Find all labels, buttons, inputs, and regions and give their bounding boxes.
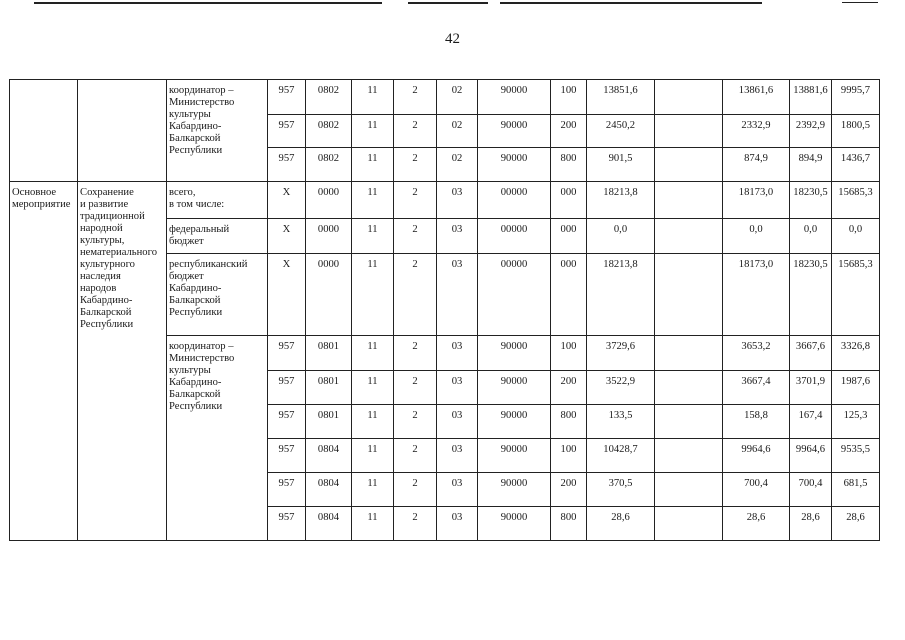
cs-direction-cell: 90000 bbox=[478, 336, 551, 371]
grbs-cell: 957 bbox=[268, 115, 306, 148]
status-cell bbox=[10, 80, 78, 182]
source-cell: координатор – Министерство культуры Кабардино- Балкарской Республики bbox=[167, 336, 268, 541]
cs-direction-cell: 90000 bbox=[478, 439, 551, 473]
year-3-cell: 0,0 bbox=[790, 219, 832, 254]
cs-subprogram-cell: 2 bbox=[394, 182, 437, 219]
source-cell: координатор – Министерство культуры Кабардино- Балкарской Республики bbox=[167, 80, 268, 182]
cs-program-cell: 11 bbox=[352, 80, 394, 115]
year-3-cell: 3701,9 bbox=[790, 371, 832, 405]
source-cell: федеральный бюджет bbox=[167, 219, 268, 254]
vr-cell: 800 bbox=[551, 507, 587, 541]
cs-direction-cell: 90000 bbox=[478, 371, 551, 405]
grbs-cell: 957 bbox=[268, 148, 306, 182]
year-3-cell: 3667,6 bbox=[790, 336, 832, 371]
cs-direction-cell: 90000 bbox=[478, 405, 551, 439]
cs-event-cell: 03 bbox=[437, 405, 478, 439]
grbs-cell: X bbox=[268, 182, 306, 219]
empty-cell bbox=[655, 336, 723, 371]
year-1-cell: 10428,7 bbox=[587, 439, 655, 473]
year-3-cell: 13881,6 bbox=[790, 80, 832, 115]
cs-subprogram-cell: 2 bbox=[394, 148, 437, 182]
cs-program-cell: 11 bbox=[352, 148, 394, 182]
cs-subprogram-cell: 2 bbox=[394, 115, 437, 148]
empty-cell bbox=[655, 80, 723, 115]
cs-event-cell: 03 bbox=[437, 507, 478, 541]
cs-subprogram-cell: 2 bbox=[394, 405, 437, 439]
year-2-cell: 700,4 bbox=[723, 473, 790, 507]
year-1-cell: 370,5 bbox=[587, 473, 655, 507]
table-row bbox=[10, 80, 880, 115]
cs-program-cell: 11 bbox=[352, 219, 394, 254]
empty-cell bbox=[655, 507, 723, 541]
rz-cell: 0802 bbox=[306, 80, 352, 115]
grbs-cell: 957 bbox=[268, 439, 306, 473]
rz-cell: 0000 bbox=[306, 219, 352, 254]
cs-event-cell: 03 bbox=[437, 182, 478, 219]
year-3-cell: 18230,5 bbox=[790, 254, 832, 336]
cs-program-cell: 11 bbox=[352, 371, 394, 405]
cs-subprogram-cell: 2 bbox=[394, 336, 437, 371]
rz-cell: 0801 bbox=[306, 371, 352, 405]
rz-cell: 0804 bbox=[306, 507, 352, 541]
year-4-cell: 125,3 bbox=[832, 405, 880, 439]
header-rule-center bbox=[408, 2, 488, 4]
year-2-cell: 3667,4 bbox=[723, 371, 790, 405]
year-2-cell: 9964,6 bbox=[723, 439, 790, 473]
year-4-cell: 681,5 bbox=[832, 473, 880, 507]
year-2-cell: 158,8 bbox=[723, 405, 790, 439]
cs-direction-cell: 00000 bbox=[478, 254, 551, 336]
cs-direction-cell: 90000 bbox=[478, 115, 551, 148]
year-4-cell: 9995,7 bbox=[832, 80, 880, 115]
year-2-cell: 2332,9 bbox=[723, 115, 790, 148]
empty-cell bbox=[655, 439, 723, 473]
year-4-cell: 28,6 bbox=[832, 507, 880, 541]
event-name-cell: Сохранение и развитие традиционной народной культуры, нематериального культурного наследия народов Кабардино- Балкарской Республики bbox=[78, 182, 167, 541]
year-1-cell: 3522,9 bbox=[587, 371, 655, 405]
year-3-cell: 28,6 bbox=[790, 507, 832, 541]
grbs-cell: 957 bbox=[268, 473, 306, 507]
rz-cell: 0801 bbox=[306, 336, 352, 371]
empty-cell bbox=[655, 405, 723, 439]
rz-cell: 0802 bbox=[306, 115, 352, 148]
cs-program-cell: 11 bbox=[352, 507, 394, 541]
year-2-cell: 18173,0 bbox=[723, 254, 790, 336]
year-1-cell: 18213,8 bbox=[587, 182, 655, 219]
header-rule-left bbox=[34, 2, 382, 4]
year-1-cell: 133,5 bbox=[587, 405, 655, 439]
cs-event-cell: 03 bbox=[437, 439, 478, 473]
year-4-cell: 1987,6 bbox=[832, 371, 880, 405]
grbs-cell: 957 bbox=[268, 405, 306, 439]
empty-cell bbox=[655, 182, 723, 219]
vr-cell: 800 bbox=[551, 148, 587, 182]
page-number: 42 bbox=[445, 31, 460, 47]
grbs-cell: 957 bbox=[268, 80, 306, 115]
cs-program-cell: 11 bbox=[352, 254, 394, 336]
year-2-cell: 28,6 bbox=[723, 507, 790, 541]
cs-event-cell: 03 bbox=[437, 219, 478, 254]
grbs-cell: 957 bbox=[268, 336, 306, 371]
cs-program-cell: 11 bbox=[352, 473, 394, 507]
vr-cell: 200 bbox=[551, 473, 587, 507]
year-3-cell: 700,4 bbox=[790, 473, 832, 507]
cs-direction-cell: 00000 bbox=[478, 219, 551, 254]
cs-subprogram-cell: 2 bbox=[394, 254, 437, 336]
year-4-cell: 9535,5 bbox=[832, 439, 880, 473]
table-row bbox=[10, 182, 880, 219]
cs-subprogram-cell: 2 bbox=[394, 473, 437, 507]
cs-direction-cell: 00000 bbox=[478, 182, 551, 219]
empty-cell bbox=[655, 473, 723, 507]
status-cell: Основное мероприятие bbox=[10, 182, 78, 541]
year-2-cell: 0,0 bbox=[723, 219, 790, 254]
year-4-cell: 0,0 bbox=[832, 219, 880, 254]
cs-event-cell: 02 bbox=[437, 148, 478, 182]
rz-cell: 0802 bbox=[306, 148, 352, 182]
cs-event-cell: 02 bbox=[437, 80, 478, 115]
cs-program-cell: 11 bbox=[352, 405, 394, 439]
cs-subprogram-cell: 2 bbox=[394, 219, 437, 254]
cs-program-cell: 11 bbox=[352, 182, 394, 219]
cs-subprogram-cell: 2 bbox=[394, 80, 437, 115]
vr-cell: 100 bbox=[551, 336, 587, 371]
empty-cell bbox=[655, 115, 723, 148]
year-3-cell: 167,4 bbox=[790, 405, 832, 439]
header-rule-right bbox=[500, 2, 762, 4]
vr-cell: 000 bbox=[551, 254, 587, 336]
cs-event-cell: 02 bbox=[437, 115, 478, 148]
cs-event-cell: 03 bbox=[437, 371, 478, 405]
cs-program-cell: 11 bbox=[352, 115, 394, 148]
year-1-cell: 901,5 bbox=[587, 148, 655, 182]
rz-cell: 0804 bbox=[306, 439, 352, 473]
header-rule-far-right bbox=[842, 2, 878, 3]
vr-cell: 200 bbox=[551, 371, 587, 405]
vr-cell: 800 bbox=[551, 405, 587, 439]
cs-event-cell: 03 bbox=[437, 254, 478, 336]
budget-table bbox=[9, 79, 880, 541]
year-1-cell: 3729,6 bbox=[587, 336, 655, 371]
vr-cell: 000 bbox=[551, 182, 587, 219]
grbs-cell: X bbox=[268, 254, 306, 336]
year-3-cell: 9964,6 bbox=[790, 439, 832, 473]
rz-cell: 0804 bbox=[306, 473, 352, 507]
source-cell: всего, в том числе: bbox=[167, 182, 268, 219]
year-1-cell: 18213,8 bbox=[587, 254, 655, 336]
year-3-cell: 2392,9 bbox=[790, 115, 832, 148]
rz-cell: 0801 bbox=[306, 405, 352, 439]
cs-subprogram-cell: 2 bbox=[394, 507, 437, 541]
year-1-cell: 0,0 bbox=[587, 219, 655, 254]
empty-cell bbox=[655, 371, 723, 405]
cs-direction-cell: 90000 bbox=[478, 473, 551, 507]
grbs-cell: X bbox=[268, 219, 306, 254]
year-4-cell: 3326,8 bbox=[832, 336, 880, 371]
source-cell: республиканский бюджет Кабардино- Балкарской Республики bbox=[167, 254, 268, 336]
cs-subprogram-cell: 2 bbox=[394, 371, 437, 405]
year-1-cell: 13851,6 bbox=[587, 80, 655, 115]
rz-cell: 0000 bbox=[306, 182, 352, 219]
cs-direction-cell: 90000 bbox=[478, 507, 551, 541]
vr-cell: 100 bbox=[551, 80, 587, 115]
year-2-cell: 874,9 bbox=[723, 148, 790, 182]
year-4-cell: 1800,5 bbox=[832, 115, 880, 148]
cs-subprogram-cell: 2 bbox=[394, 439, 437, 473]
cs-program-cell: 11 bbox=[352, 336, 394, 371]
empty-cell bbox=[655, 254, 723, 336]
event-name-cell bbox=[78, 80, 167, 182]
grbs-cell: 957 bbox=[268, 507, 306, 541]
vr-cell: 100 bbox=[551, 439, 587, 473]
cs-event-cell: 03 bbox=[437, 336, 478, 371]
cs-direction-cell: 90000 bbox=[478, 80, 551, 115]
cs-direction-cell: 90000 bbox=[478, 148, 551, 182]
vr-cell: 200 bbox=[551, 115, 587, 148]
year-3-cell: 18230,5 bbox=[790, 182, 832, 219]
grbs-cell: 957 bbox=[268, 371, 306, 405]
year-4-cell: 15685,3 bbox=[832, 254, 880, 336]
year-2-cell: 3653,2 bbox=[723, 336, 790, 371]
year-3-cell: 894,9 bbox=[790, 148, 832, 182]
year-1-cell: 2450,2 bbox=[587, 115, 655, 148]
year-4-cell: 15685,3 bbox=[832, 182, 880, 219]
rz-cell: 0000 bbox=[306, 254, 352, 336]
cs-event-cell: 03 bbox=[437, 473, 478, 507]
year-2-cell: 18173,0 bbox=[723, 182, 790, 219]
empty-cell bbox=[655, 148, 723, 182]
cs-program-cell: 11 bbox=[352, 439, 394, 473]
vr-cell: 000 bbox=[551, 219, 587, 254]
year-1-cell: 28,6 bbox=[587, 507, 655, 541]
year-2-cell: 13861,6 bbox=[723, 80, 790, 115]
year-4-cell: 1436,7 bbox=[832, 148, 880, 182]
empty-cell bbox=[655, 219, 723, 254]
